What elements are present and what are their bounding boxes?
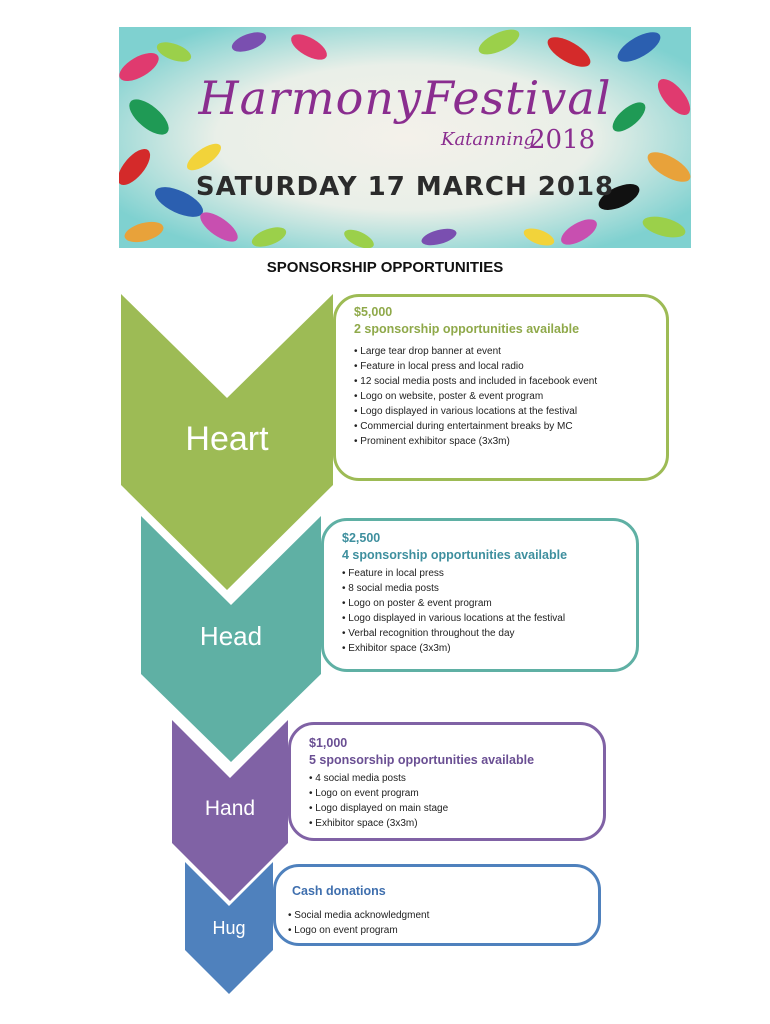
benefit-item: • Logo on website, poster & event program xyxy=(354,389,656,404)
banner-title: HarmonyFestival xyxy=(198,71,612,125)
benefit-item: • Logo on event program xyxy=(309,786,593,801)
benefit-list xyxy=(342,566,626,656)
tier-availability: 5 sponsorship opportunities available xyxy=(309,753,535,767)
page-title: SPONSORSHIP OPPORTUNITIES xyxy=(266,259,504,276)
tier-price: $1,000 xyxy=(309,736,348,750)
benefit-item: • Logo on event program xyxy=(288,923,588,938)
benefit-item: • Logo displayed in various locations at the festival xyxy=(354,404,656,419)
banner-location: Katanning xyxy=(441,129,536,150)
benefit-item: • 4 social media posts xyxy=(309,771,593,786)
tier-price: $2,500 xyxy=(342,531,381,545)
benefit-item: • Verbal recognition throughout the day xyxy=(342,626,626,641)
tier-label-heart: Heart xyxy=(185,420,269,458)
benefit-item: • Feature in local press xyxy=(342,566,626,581)
tier-price: $5,000 xyxy=(354,305,393,319)
tier-card-hug xyxy=(273,864,601,946)
tier-card-head xyxy=(321,518,639,672)
benefit-item: • Social media acknowledgment xyxy=(288,908,588,923)
benefit-item: • Logo displayed in various locations at the festival xyxy=(342,611,626,626)
tier-card-heart xyxy=(333,294,669,481)
tier-label-hand: Hand xyxy=(204,797,256,820)
benefit-item: • Exhibitor space (3x3m) xyxy=(309,816,593,831)
benefit-item: • 12 social media posts and included in facebook event xyxy=(354,374,656,389)
benefit-item: • Commercial during entertainment breaks by MC xyxy=(354,419,656,434)
banner-year: 2018 xyxy=(529,125,596,155)
tier-label-head: Head xyxy=(199,621,263,651)
tier-label-hug: Hug xyxy=(212,918,246,938)
benefit-list xyxy=(288,908,588,938)
benefit-item: • Logo displayed on main stage xyxy=(309,801,593,816)
benefit-list xyxy=(309,771,593,831)
tier-availability: Cash donations xyxy=(292,884,386,898)
benefit-item: • 8 social media posts xyxy=(342,581,626,596)
benefit-item: • Exhibitor space (3x3m) xyxy=(342,641,626,656)
benefit-list xyxy=(354,344,656,449)
benefit-item: • Feature in local press and local radio xyxy=(354,359,656,374)
benefit-item: • Logo on poster & event program xyxy=(342,596,626,611)
tier-availability: 4 sponsorship opportunities available xyxy=(342,548,568,562)
benefit-item: • Prominent exhibitor space (3x3m) xyxy=(354,434,656,449)
tier-card-hand xyxy=(288,722,606,841)
banner-date: SATURDAY 17 MARCH 2018 xyxy=(195,172,615,202)
tier-availability: 2 sponsorship opportunities available xyxy=(354,322,580,336)
benefit-item: • Large tear drop banner at event xyxy=(354,344,656,359)
